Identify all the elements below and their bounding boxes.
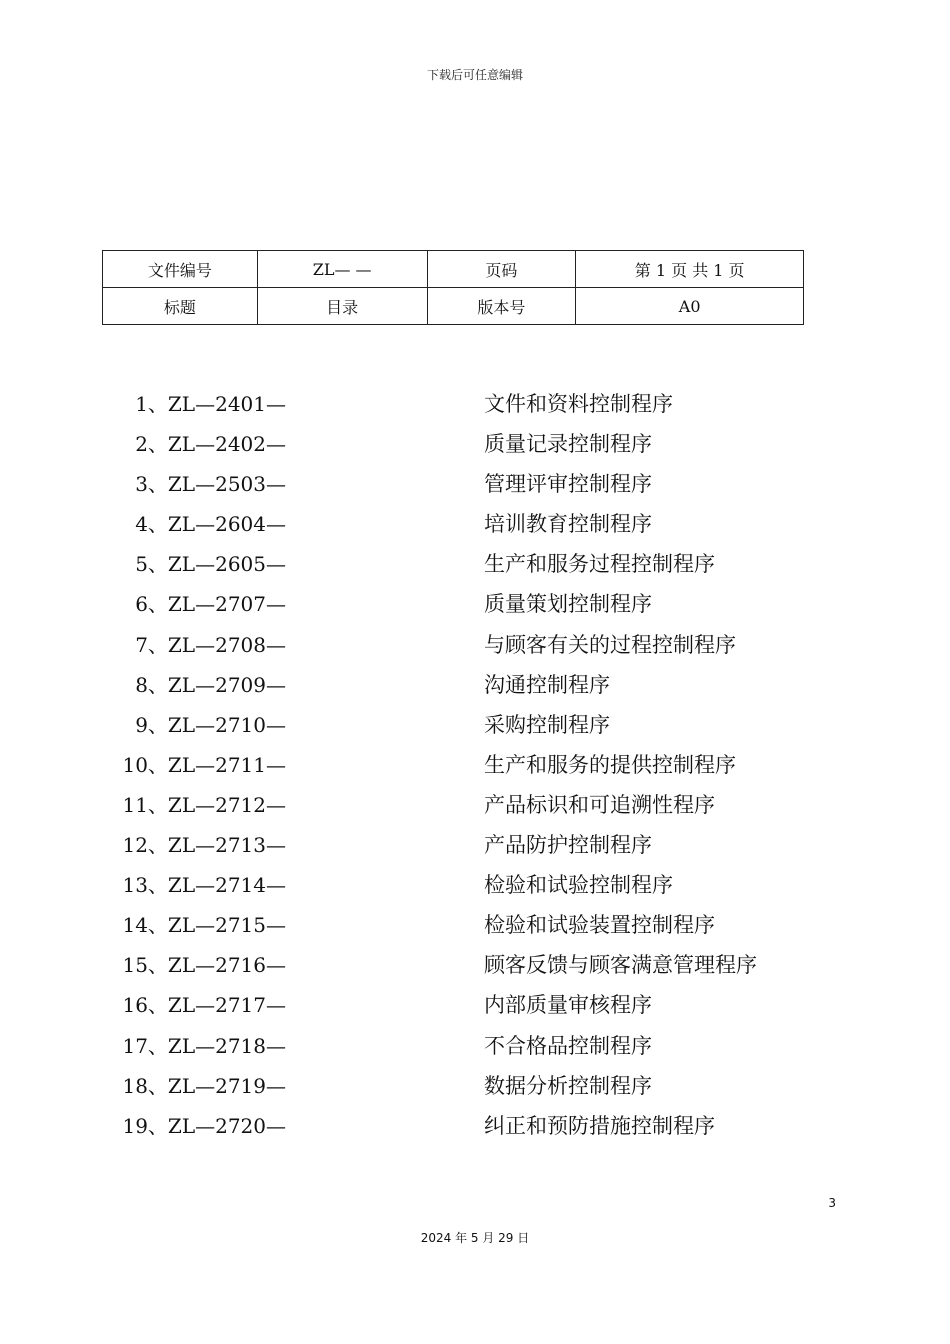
version-label: 版本号 <box>427 288 576 325</box>
toc-item-code: 6、ZL—2707— <box>135 592 286 617</box>
toc-item-code: 5、ZL—2605— <box>135 552 286 577</box>
file-number-label: 文件编号 <box>103 251 258 288</box>
table-of-contents <box>0 384 950 1146</box>
toc-item-code: 7、ZL—2708— <box>135 632 286 657</box>
toc-item <box>0 705 950 745</box>
toc-item-code: 8、ZL—2709— <box>135 672 286 697</box>
toc-item-title: 沟通控制程序 <box>484 672 610 697</box>
toc-item-title: 质量策划控制程序 <box>484 592 652 617</box>
toc-item-title: 与顾客有关的过程控制程序 <box>484 632 736 657</box>
toc-item-title: 检验和试验控制程序 <box>484 873 673 898</box>
toc-item <box>0 584 950 624</box>
toc-item-title: 不合格品控制程序 <box>484 1033 652 1058</box>
toc-item <box>0 544 950 584</box>
toc-item-code: 15、ZL—2716— <box>122 953 286 978</box>
toc-item <box>0 384 950 424</box>
toc-item-title: 检验和试验装置控制程序 <box>484 913 715 938</box>
toc-item-title: 生产和服务过程控制程序 <box>484 552 715 577</box>
toc-item <box>0 1106 950 1146</box>
page-label: 页码 <box>427 251 576 288</box>
toc-item <box>0 625 950 665</box>
toc-item-code: 10、ZL—2711— <box>122 752 286 777</box>
toc-item <box>0 1026 950 1066</box>
toc-item <box>0 464 950 504</box>
footer-date: 2024 年 5 月 29 日 <box>420 1231 530 1245</box>
toc-item-code: 11、ZL—2712— <box>122 792 286 817</box>
toc-item-code: 18、ZL—2719— <box>122 1073 286 1098</box>
toc-item <box>0 745 950 785</box>
toc-item <box>0 1066 950 1106</box>
toc-item-title: 管理评审控制程序 <box>484 472 652 497</box>
toc-item-code: 13、ZL—2714— <box>122 873 286 898</box>
file-number-value: ZL— — <box>257 251 427 288</box>
toc-item-title: 采购控制程序 <box>484 712 610 737</box>
toc-item <box>0 945 950 985</box>
header-note: 下载后可任意编辑 <box>426 68 523 82</box>
toc-item-title: 产品防护控制程序 <box>484 833 652 858</box>
meta-row-2 <box>103 288 804 325</box>
toc-item-code: 3、ZL—2503— <box>135 472 286 497</box>
toc-item <box>0 865 950 905</box>
toc-item-code: 19、ZL—2720— <box>122 1113 286 1138</box>
toc-item-title: 纠正和预防措施控制程序 <box>484 1113 715 1138</box>
document-meta-table <box>102 250 804 325</box>
meta-row-1 <box>103 251 804 288</box>
toc-item-code: 12、ZL—2713— <box>122 833 286 858</box>
toc-item-title: 顾客反馈与顾客满意管理程序 <box>484 953 757 978</box>
toc-item-code: 17、ZL—2718— <box>122 1033 286 1058</box>
toc-item-code: 1、ZL—2401— <box>135 392 286 416</box>
toc-item <box>0 424 950 464</box>
toc-item-title: 产品标识和可追溯性程序 <box>484 792 715 817</box>
page-value: 第 1 页 共 1 页 <box>576 251 804 288</box>
toc-item <box>0 825 950 865</box>
toc-item-code: 2、ZL—2402— <box>135 432 286 457</box>
toc-item <box>0 665 950 705</box>
toc-item-code: 14、ZL—2715— <box>122 913 286 938</box>
toc-item-title: 质量记录控制程序 <box>484 432 652 457</box>
toc-item-title: 数据分析控制程序 <box>484 1073 652 1098</box>
toc-item-title: 内部质量审核程序 <box>484 993 652 1018</box>
toc-item <box>0 905 950 945</box>
title-label: 标题 <box>103 288 258 325</box>
toc-item-code: 16、ZL—2717— <box>122 993 286 1018</box>
toc-item-code: 4、ZL—2604— <box>135 512 286 537</box>
version-value: A0 <box>576 288 804 325</box>
page-number: 3 <box>828 1196 836 1210</box>
toc-item-title: 生产和服务的提供控制程序 <box>484 752 736 777</box>
toc-item <box>0 504 950 544</box>
toc-item <box>0 985 950 1025</box>
toc-item-code: 9、ZL—2710— <box>135 712 286 737</box>
toc-item <box>0 785 950 825</box>
title-value: 目录 <box>257 288 427 325</box>
toc-item-title: 培训教育控制程序 <box>484 512 652 537</box>
toc-item-title: 文件和资料控制程序 <box>484 392 673 416</box>
